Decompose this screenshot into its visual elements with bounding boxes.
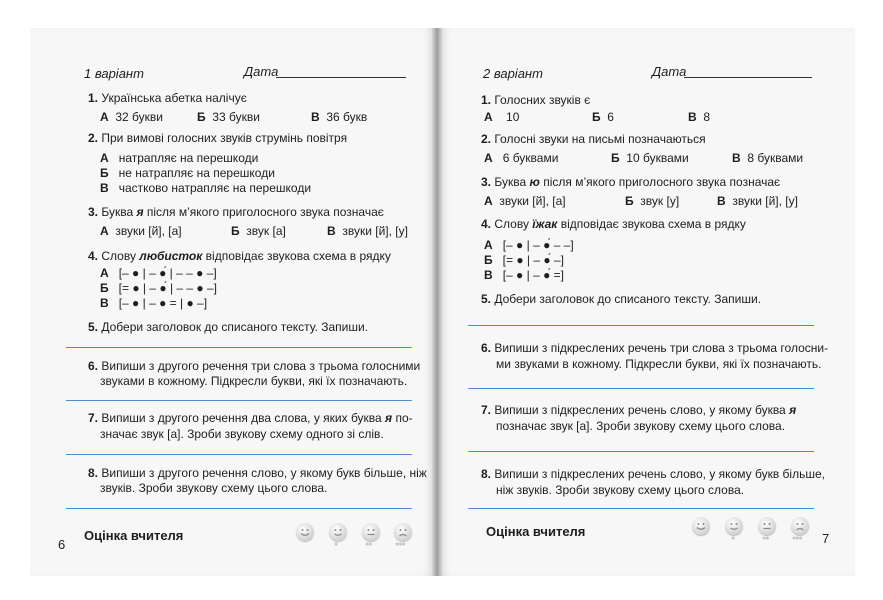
option-a[interactable]: А звуки [й], [а] — [100, 224, 182, 238]
question-6-line2: звуками в кожному. Підкресли букви, які їх позначають. — [100, 374, 408, 388]
grade-dots: ●● — [762, 535, 769, 542]
option-c[interactable]: В звуки [й], [у] — [717, 194, 798, 208]
grade-dots: ●●● — [395, 541, 405, 548]
question-number: 1. — [88, 91, 99, 105]
option-a[interactable]: А 32 букви — [100, 110, 163, 124]
option-b[interactable]: Б звук [а] — [231, 224, 286, 238]
date-line — [276, 77, 406, 78]
answer-line[interactable] — [468, 508, 814, 509]
option-b[interactable]: Б [= ● | – ●́ | – – ● –] — [100, 281, 217, 295]
question-7-line2: позначає звук [а]. Зроби звукову схему цього слова. — [496, 419, 786, 433]
option-b[interactable]: Б звук [у] — [625, 194, 680, 208]
answer-line[interactable] — [468, 451, 814, 452]
option-c[interactable]: В 8 буквами — [732, 151, 804, 165]
question-1: 1. Голосних звуків є — [481, 93, 591, 107]
option-a[interactable]: А звуки [й], [а] — [484, 194, 566, 208]
option-c[interactable]: В частково натрапляє на перешкоди — [100, 181, 312, 195]
answer-line[interactable] — [66, 508, 412, 509]
question-7-line2: значає звук [а]. Зроби звукову схему одного зі слів. — [100, 427, 384, 441]
question-2: 2. При вимові голосних звуків струмінь повітря — [88, 131, 348, 145]
option-c[interactable]: В [– ● | – ● = | ● –] — [100, 296, 208, 310]
option-c[interactable]: В 8 — [688, 110, 711, 124]
question-6: 6. Випиши з підкреслених речень три слова з трьома голосни- — [481, 341, 829, 355]
option-c[interactable]: В [– ● | – ●́ =] — [484, 268, 564, 282]
neutral-face-icon[interactable] — [758, 517, 776, 535]
option-a[interactable]: А 10 — [484, 110, 520, 124]
question-7: 7. Випиши з другого речення два слова, у яких буква я по- — [88, 411, 413, 425]
option-b[interactable]: Б не натрапляє на перешкоди — [100, 166, 275, 180]
question-5: 5. Добери заголовок до списаного тексту. Запиши. — [481, 292, 762, 306]
answer-line[interactable] — [66, 400, 412, 401]
smile-face-icon[interactable] — [725, 517, 743, 535]
question-8-line2: звуків. Зроби звукову схему цього слова. — [100, 481, 328, 495]
question-8: 8. Випиши з другого речення слово, у якому букв більше, ніж — [88, 466, 427, 480]
question-8-line2: ніж звуків. Зроби звукову схему цього слова. — [496, 483, 745, 497]
option-a[interactable]: А натрапляє на перешкоди — [100, 151, 259, 165]
book-gutter — [432, 28, 442, 576]
question-6-line2: ми звуками в кожному. Підкресли букви, які їх позначають. — [496, 357, 822, 371]
question-3: 3. Буква я після м’якого приголосного звука позначає — [88, 205, 384, 219]
grade-dots: ●●● — [792, 535, 802, 542]
answer-line[interactable] — [468, 325, 814, 326]
option-c[interactable]: В 36 букв — [311, 110, 368, 124]
option-a[interactable]: А [– ● | – ●́ – –] — [484, 238, 574, 252]
variant-title: 1 варіант — [84, 66, 144, 81]
page-number: 7 — [822, 531, 830, 546]
date-line — [684, 77, 812, 78]
question-4: 4. Слову їжак відповідає звукова схема в рядку — [481, 217, 746, 231]
grade-dots: ●● — [365, 541, 372, 548]
smile-face-icon[interactable] — [296, 523, 314, 541]
sad-face-icon[interactable] — [394, 523, 412, 541]
answer-line[interactable] — [66, 347, 412, 348]
question-5: 5. Добери заголовок до списаного тексту. Запиши. — [88, 320, 369, 334]
question-2: 2. Голосні звуки на письмі позначаються — [481, 132, 706, 146]
smile-face-icon[interactable] — [329, 523, 347, 541]
question-6: 6. Випиши з другого речення три слова з трьома голосними — [88, 359, 421, 373]
date-label: Дата — [244, 64, 279, 79]
sad-face-icon[interactable] — [791, 517, 809, 535]
option-a[interactable]: А 6 буквами — [484, 151, 559, 165]
question-text: Українська абетка налічує — [101, 91, 247, 105]
question-4: 4. Слову любисток відповідає звукова схема в рядку — [88, 249, 391, 263]
grade-dots: ● — [334, 541, 338, 548]
grade-dots: ● — [731, 535, 735, 542]
neutral-face-icon[interactable] — [362, 523, 380, 541]
option-a[interactable]: А [– ● | – ●́ | – – ● –] — [100, 266, 217, 280]
teacher-grade-label: Оцінка вчителя — [486, 524, 586, 539]
page-number: 6 — [58, 537, 66, 552]
question-1 — [88, 91, 247, 105]
date-label: Дата — [652, 64, 687, 79]
question-7: 7. Випиши з підкреслених речень слово, у якому буква я — [481, 403, 797, 417]
answer-line[interactable] — [468, 388, 814, 389]
teacher-grade-label: Оцінка вчителя — [84, 528, 184, 543]
variant-title: 2 варіант — [483, 66, 543, 81]
question-8: 8. Випиши з підкреслених речень слово, у якому букв більше, — [481, 467, 825, 481]
question-3: 3. Буква ю після м’якого приголосного звука позначає — [481, 175, 781, 189]
option-b[interactable]: Б 6 — [592, 110, 614, 124]
option-b[interactable]: Б 10 буквами — [611, 151, 689, 165]
smile-face-icon[interactable] — [692, 517, 710, 535]
answer-line[interactable] — [66, 454, 412, 455]
option-b[interactable]: Б [= ● | – ●́ –] — [484, 253, 564, 267]
option-b[interactable]: Б 33 букви — [197, 110, 260, 124]
option-c[interactable]: В звуки [й], [у] — [327, 224, 408, 238]
